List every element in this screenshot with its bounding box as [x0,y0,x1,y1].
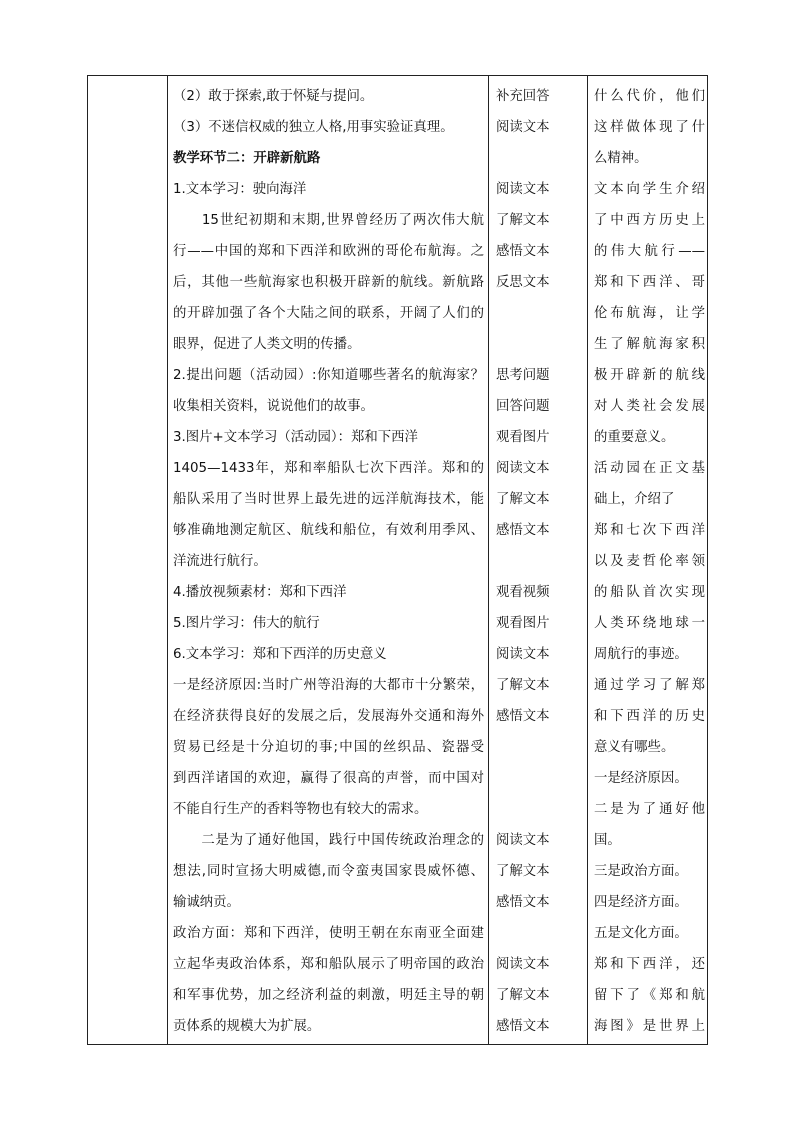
content-text-line: （2）敢于探索,敢于怀疑与提问。 [173,89,374,104]
content-text-line: 行——中国的郑和下西洋和欧洲的哥伦布航海。之 [173,244,484,259]
activity-text-line: 感悟文本 [496,709,550,724]
activity-text-line: 阅读文本 [496,647,550,662]
blank-line [496,732,587,763]
intent-text-line: 以及麦哲伦率领 [594,554,705,569]
design-intent-cell [588,76,708,1045]
content-text-line: 教学环节二：开辟新航路 [173,151,321,166]
activity-text-line: 反思文本 [496,275,550,290]
activity-text-line: 思考问题 [496,368,550,383]
intent-text-line: 生了解航海家积 [594,337,705,352]
content-text-line: 后，其他一些航海家也积极开辟新的航线。新航路 [173,275,484,290]
student-activity-cell [489,76,588,1045]
activity-text-line: 观看视频 [496,585,550,600]
content-text-line: 二是为了通好他国，践行中国传统政治理念的 [173,833,484,848]
content-text-line: 政治方面：郑和下西洋，使明王朝在东南亚全面建 [173,926,484,941]
content-text-line: 1.文本学习：驶向海洋 [173,182,307,197]
intent-text-line: 意义有哪些。 [594,740,675,755]
intent-text-line: 四是经济方面。 [594,895,688,910]
intent-text-line: 和下西洋的历史 [594,709,705,724]
activity-text-line: 补充回答 [496,89,550,104]
table-row [88,76,708,1045]
content-text-line: 的开辟加强了各个大陆之间的联系，开阔了人们的 [173,306,484,321]
activity-text-line: 感悟文本 [496,523,550,538]
intent-text-line: 了中西方历史上 [594,213,705,228]
activity-text-line: 观看图片 [496,616,550,631]
content-text-line: 想法,同时宣扬大明威德,而令蛮夷国家畏威怀德、 [173,864,484,879]
intent-text-line: 二是为了通好他 [594,802,705,817]
activity-text-line: 感悟文本 [496,1019,550,1034]
content-text-line: 在经济获得良好的发展之后，发展海外交通和海外 [173,709,484,724]
content-text-line: （3）不迷信权威的独立人格,用事实验证真理。 [173,120,454,135]
intent-text-line: 一是经济原因。 [594,771,688,786]
blank-line [496,763,587,794]
intent-text-line: 么精神。 [594,151,648,166]
lesson-plan-table [87,75,708,1045]
blank-line [496,298,587,329]
activity-text-line: 回答问题 [496,399,550,414]
activity-text-line: 了解文本 [496,492,550,507]
intent-text-line: 周航行的事迹。 [594,647,688,662]
content-text-line: 收集相关资料，说说他们的故事。 [173,399,374,414]
content-text-line: 贡体系的规模大为扩展。 [173,1019,321,1034]
content-text-line: 船队采用了当时世界上最先进的远洋航海技术，能 [173,492,484,507]
content-text-line: 6.文本学习：郑和下西洋的历史意义 [173,647,387,662]
intent-text-line: 国。 [594,833,621,848]
intent-text-line: 留下了《郑和航 [594,988,705,1003]
blank-line [496,143,587,174]
teaching-content-text [168,76,488,1042]
blank-line [496,794,587,825]
design-intent-text [588,76,707,1042]
intent-text-line: 五是文化方面。 [594,926,688,941]
intent-text-line: 的伟大航行—— [594,244,705,259]
student-activity-text [489,76,587,1042]
intent-text-line: 三是政治方面。 [594,864,688,879]
intent-text-line: 础上，介绍了 [594,492,675,507]
intent-text-line: 海图》是世界上 [594,1019,705,1034]
intent-text-line: 的重要意义。 [594,430,675,445]
activity-text-line: 感悟文本 [496,895,550,910]
intent-text-line: 活动园在正文基 [594,461,705,476]
intent-text-line: 郑和七次下西洋 [594,523,705,538]
activity-text-line: 观看图片 [496,430,550,445]
content-text-line: 洋流进行航行。 [173,554,267,569]
intent-text-line: 伦布航海，让学 [594,306,705,321]
intent-text-line: 郑和下西洋，还 [594,957,705,972]
activity-text-line: 了解文本 [496,213,550,228]
intent-text-line: 郑和下西洋、哥 [594,275,705,290]
activity-text-line: 了解文本 [496,864,550,879]
content-text-line: 15世纪初期和末期,世界曾经历了两次伟大航 [173,213,484,228]
content-text-line: 输诚纳贡。 [173,895,240,910]
activity-text-line: 阅读文本 [496,461,550,476]
intent-text-line: 通过学习了解郑 [594,678,705,693]
activity-text-line: 阅读文本 [496,957,550,972]
activity-text-line: 了解文本 [496,988,550,1003]
content-text-line: 不能自行生产的香料等物也有较大的需求。 [173,802,428,817]
content-text-line: 和军事优势，加之经济利益的刺激，明廷主导的朝 [173,988,484,1003]
content-text-line: 到西洋诸国的欢迎，赢得了很高的声誉，而中国对 [173,771,484,786]
content-text-line: 够准确地测定航区、航线和船位，有效利用季风、 [173,523,484,538]
intent-text-line: 这样做体现了什 [594,120,705,135]
content-text-line: 3.图片+文本学习（活动园）：郑和下西洋 [173,430,418,445]
blank-line [496,329,587,360]
intent-text-line: 人类环绕地球一 [594,616,705,631]
activity-text-line: 阅读文本 [496,120,550,135]
content-text-line: 5.图片学习：伟大的航行 [173,616,320,631]
activity-text-line: 了解文本 [496,678,550,693]
intent-text-line: 极开辟新的航线 [594,368,705,383]
content-text-line: 立起华夷政治体系，郑和船队展示了明帝国的政治 [173,957,484,972]
activity-text-line: 阅读文本 [496,182,550,197]
teaching-content-cell [168,76,489,1045]
content-text-line: 贸易已经是十分迫切的事;中国的丝织品、瓷器受 [173,740,484,755]
intent-text-line: 对人类社会发展 [594,399,705,414]
intent-text-line: 的船队首次实现 [594,585,705,600]
blank-line [496,918,587,949]
content-text-line: 4.播放视频素材：郑和下西洋 [173,585,347,600]
stage-column-cell [88,76,168,1045]
activity-text-line: 感悟文本 [496,244,550,259]
intent-text-line: 文本向学生介绍 [594,182,705,197]
content-text-line: 1405—1433年，郑和率船队七次下西洋。郑和的 [173,461,484,476]
content-text-line: 一是经济原因:当时广州等沿海的大都市十分繁荣， [173,678,484,693]
intent-text-line: 什么代价，他们 [594,89,705,104]
content-text-line: 2.提出问题（活动园）:你知道哪些著名的航海家？ [173,368,484,383]
activity-text-line: 阅读文本 [496,833,550,848]
content-text-line: 眼界，促进了人类文明的传播。 [173,337,361,352]
blank-line [496,546,587,577]
